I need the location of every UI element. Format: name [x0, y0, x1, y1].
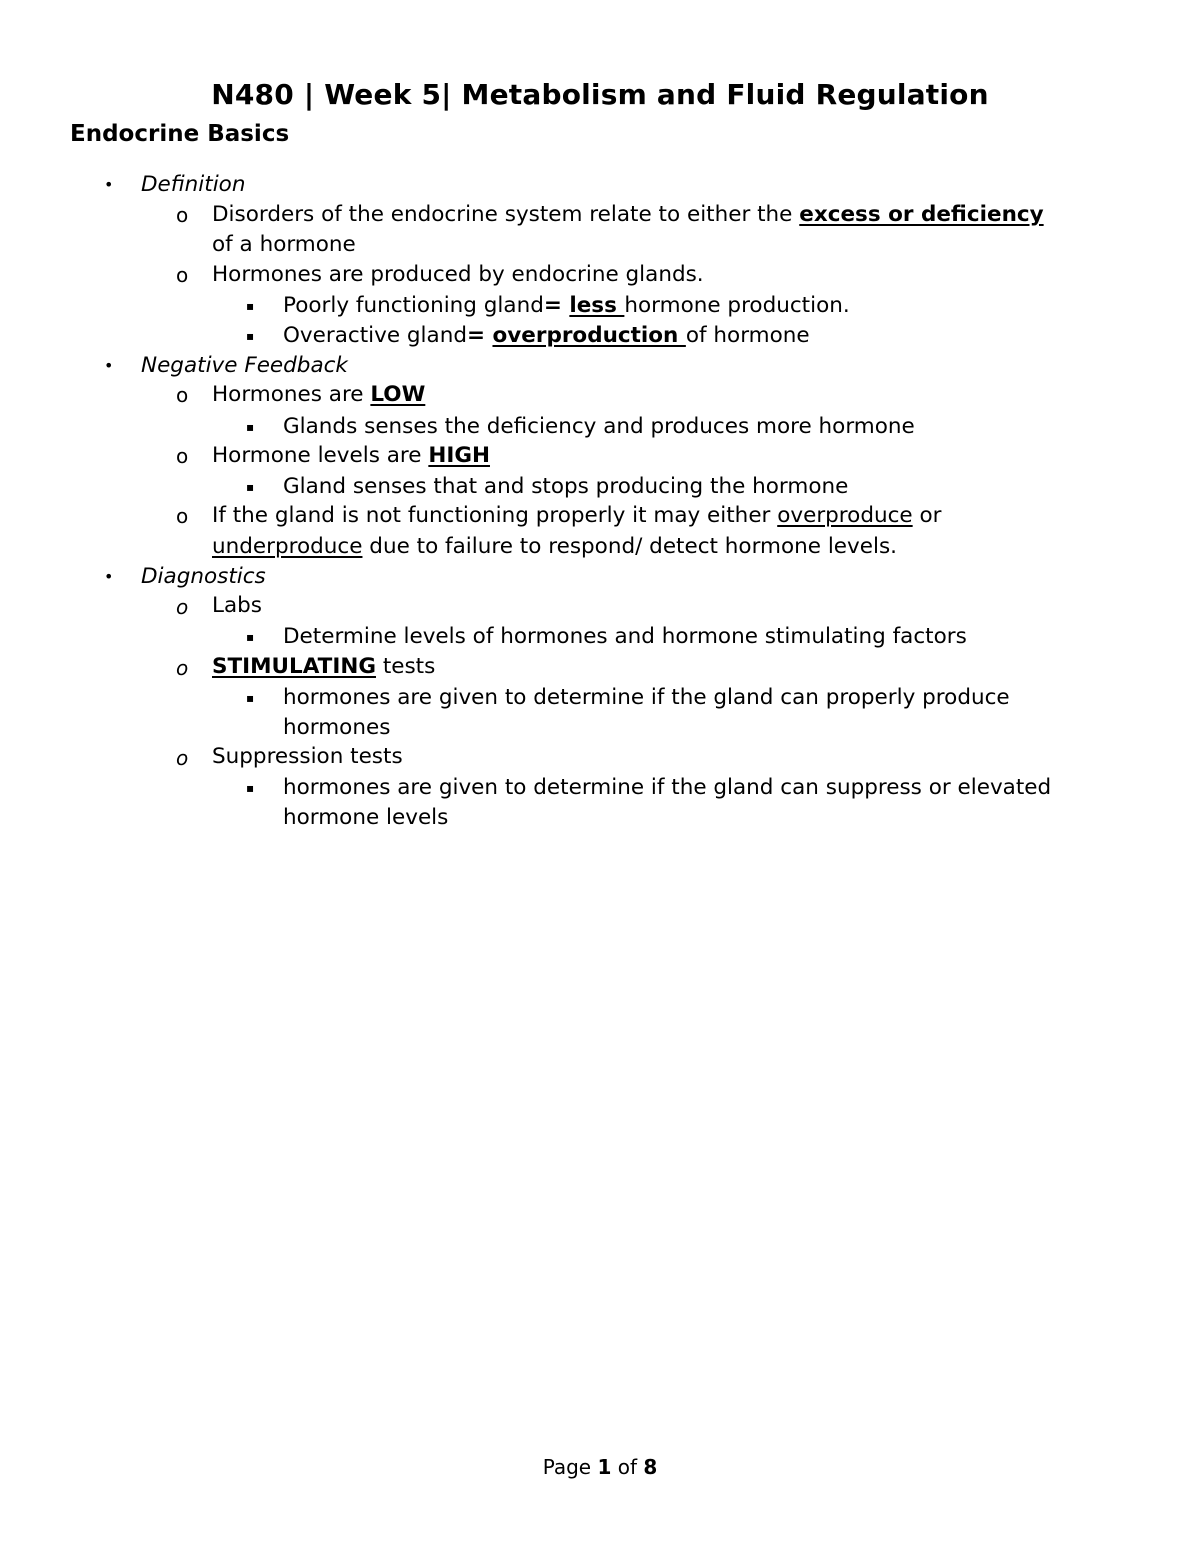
square-marker: ▪ — [246, 299, 255, 313]
current-page-number: 1 — [597, 1455, 612, 1479]
underlined-text: underproduce — [212, 534, 363, 559]
emphasis-text: LOW — [370, 382, 426, 407]
list-item: If the gland is not functioning properly it may either overproduce or — [212, 503, 942, 528]
square-marker: ▪ — [246, 630, 255, 644]
circle-marker: o — [176, 656, 189, 680]
list-item-continuation: of a hormone — [212, 232, 356, 257]
emphasis-text: overproduction — [492, 323, 686, 348]
list-item: Overactive gland= overproduction of hormone — [283, 323, 810, 348]
bullet-marker: • — [104, 356, 114, 375]
square-marker: ▪ — [246, 781, 255, 795]
square-marker: ▪ — [246, 329, 255, 343]
outline-heading-negative-feedback: Negative Feedback — [141, 353, 348, 378]
list-item: Hormones are produced by endocrine glands. — [212, 262, 704, 287]
list-item: Poorly functioning gland= less hormone production. — [283, 293, 850, 318]
square-marker: ▪ — [246, 420, 255, 434]
square-marker: ▪ — [246, 480, 255, 494]
circle-marker: o — [176, 504, 189, 528]
list-item: Hormone levels are HIGH — [212, 443, 490, 468]
list-item-continuation: hormones — [283, 715, 391, 740]
section-heading: Endocrine Basics — [70, 121, 290, 147]
list-item: Hormones are LOW — [212, 382, 426, 407]
circle-marker: o — [176, 263, 189, 287]
outline-heading-definition: Definition — [141, 172, 246, 197]
emphasis-text: excess or deficiency — [799, 202, 1044, 227]
list-item-continuation: hormone levels — [283, 805, 449, 830]
underlined-text: overproduce — [777, 503, 913, 528]
emphasis-text: HIGH — [428, 443, 490, 468]
list-item: STIMULATING tests — [212, 654, 436, 679]
list-item: hormones are given to determine if the gland can properly produce — [283, 685, 1010, 710]
bullet-marker: • — [104, 175, 114, 194]
circle-marker: o — [176, 444, 189, 468]
total-page-count: 8 — [643, 1455, 658, 1479]
document-title: N480 | Week 5| Metabolism and Fluid Regulation — [211, 78, 989, 111]
square-marker: ▪ — [246, 691, 255, 705]
circle-marker: o — [176, 383, 189, 407]
list-item: Determine levels of hormones and hormone stimulating factors — [283, 624, 967, 649]
list-item: Disorders of the endocrine system relate to either the excess or deficiency — [212, 202, 1044, 227]
outline-heading-diagnostics: Diagnostics — [141, 564, 266, 589]
list-item-continuation: underproduce due to failure to respond/ detect hormone levels. — [212, 534, 897, 559]
list-item: Gland senses that and stops producing the hormone — [283, 474, 849, 499]
circle-marker: o — [176, 203, 189, 227]
emphasis-text: STIMULATING — [212, 654, 376, 679]
list-item: hormones are given to determine if the gland can suppress or elevated — [283, 775, 1052, 800]
list-item: Labs — [212, 593, 263, 618]
circle-marker: o — [176, 746, 189, 770]
bullet-marker: • — [104, 567, 114, 586]
list-item: Suppression tests — [212, 744, 403, 769]
circle-marker: o — [176, 595, 189, 619]
emphasis-text: less — [569, 293, 625, 318]
page-footer: Page 1 of 8 — [542, 1455, 658, 1479]
list-item: Glands senses the deficiency and produces more hormone — [283, 414, 915, 439]
